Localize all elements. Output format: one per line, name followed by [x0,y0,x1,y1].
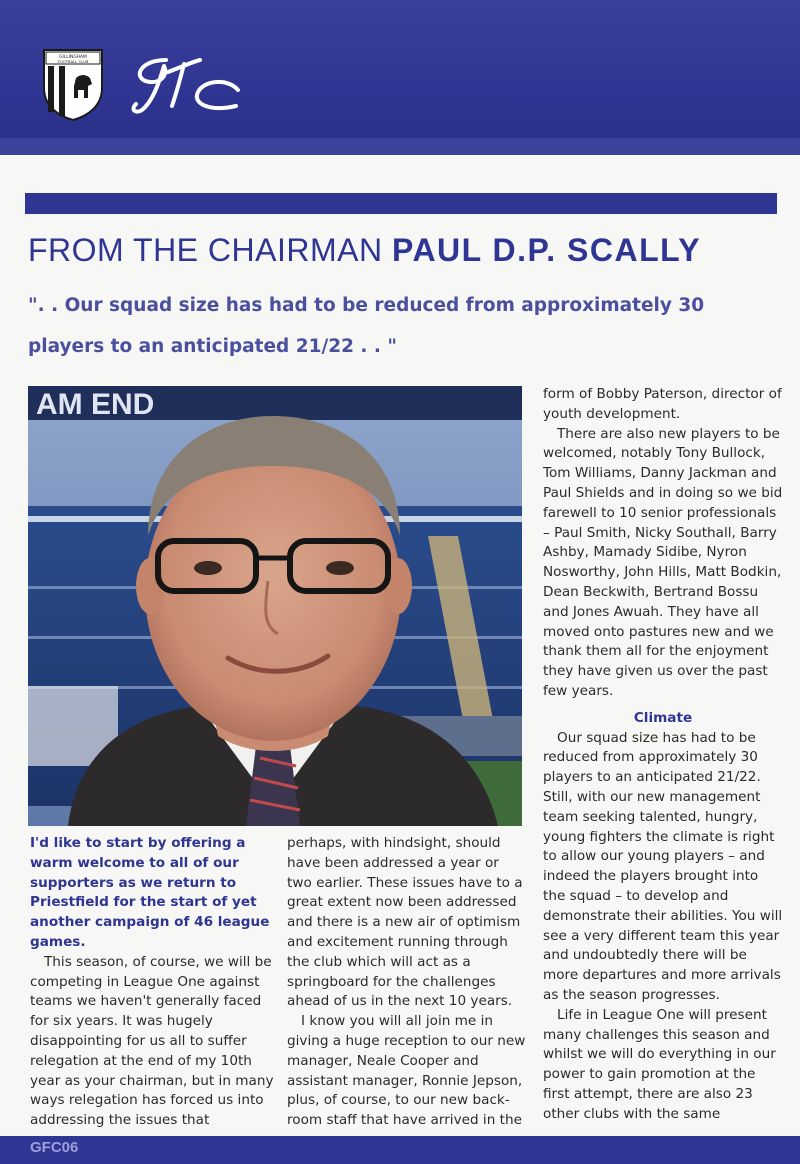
article-paragraph-3: There are also new players to be welcomed, notably Tony Bullock, Tom Williams, Danny Jackman and Paul Shields and in doing so we bid farewell to 10 senior professionals – Paul Smith, Nicky Southall, Barry Ashby, Mamady Sidibe, Nyron Nosworthy, John Hills, Matt Bodkin, Dean Beckwith, Bertrand Bossu and Jones Awuah. They have all moved onto pastures new and we thank them all for the enjoyment they have given us over the past few years. [543,425,783,699]
chairman-portrait-image [28,386,522,826]
pull-quote-line1: ". . Our squad size has had to be reduced from approximately 30 [28,295,705,316]
pull-quote [28,285,773,365]
crest-text-line2: FOOTBALL CLUB [57,59,89,64]
title-rule [25,193,777,214]
page-title [28,228,788,272]
article-paragraph-2-continued: form of Bobby Paterson, director of youth development. [543,386,782,422]
article-paragraph-4: Our squad size has had to be reduced from approximately 30 players to an anticipated 21/22. Still, with our new management team seeking talented, hungry, young fighters the climate is right to allow our young players – and indeed the players brought into the squad – to develop and demonstrate their abilities. You will see a very different team this year and undoubtedly there will be more departures and more arrivals as the season progresses. [543,729,783,1003]
article-column-2 [287,834,527,1131]
stand-sign-text: AM END [36,388,155,421]
gfc-monogram-logo [128,50,244,120]
footer-bar [0,1136,800,1164]
section-subhead-climate: Climate [633,709,693,726]
masthead-band [0,0,800,155]
pull-quote-line2: players to an anticipated 21/22 . . " [28,336,397,357]
article-paragraph-1-continued: perhaps, with hindsight, should have been addressed a year or two earlier. These issues have to a great extent now been addressed and there is a new air of optimism and excitement running through the club which will act as a springboard for the challenges ahead of us in the next 10 years. [287,835,523,1010]
article-paragraph-2: I know you will all join me in giving a huge reception to our new manager, Neale Cooper and assistant manager, Ronnie Jepson, plus, of course, to our new back-room staff that have arrived in the [287,1013,526,1129]
masthead-stripe [0,138,800,155]
chairman-name: PAUL D.P. SCALLY [391,232,702,268]
article-paragraph-5: Life in League One will present many challenges this season and whilst we will do everything in our power to gain promotion at the first attempt, there are also 23 other clubs with the same [543,1006,776,1122]
article-paragraph-1: This season, of course, we will be competing in League One against teams we haven't generally faced for six years. It was hugely disappointing for us all to suffer relegation at the end of my 10th year as your chairman, but in many ways relegation has forced us into addressing the issues that [30,953,274,1129]
chairman-photo [28,386,522,826]
crest-text-line1: GILLINGHAM [59,55,87,60]
club-crest-icon [42,48,104,122]
article-column-1 [30,834,275,1131]
article-column-3 [543,385,783,1124]
headline-prefix: FROM THE CHAIRMAN [28,232,383,268]
article-lead: I'd like to start by offering a warm welcome to all of our supporters as we return to Priestfield for the start of yet another campaign of 46 league games. [30,835,270,950]
page-number-tag: GFC06 [30,1139,79,1156]
